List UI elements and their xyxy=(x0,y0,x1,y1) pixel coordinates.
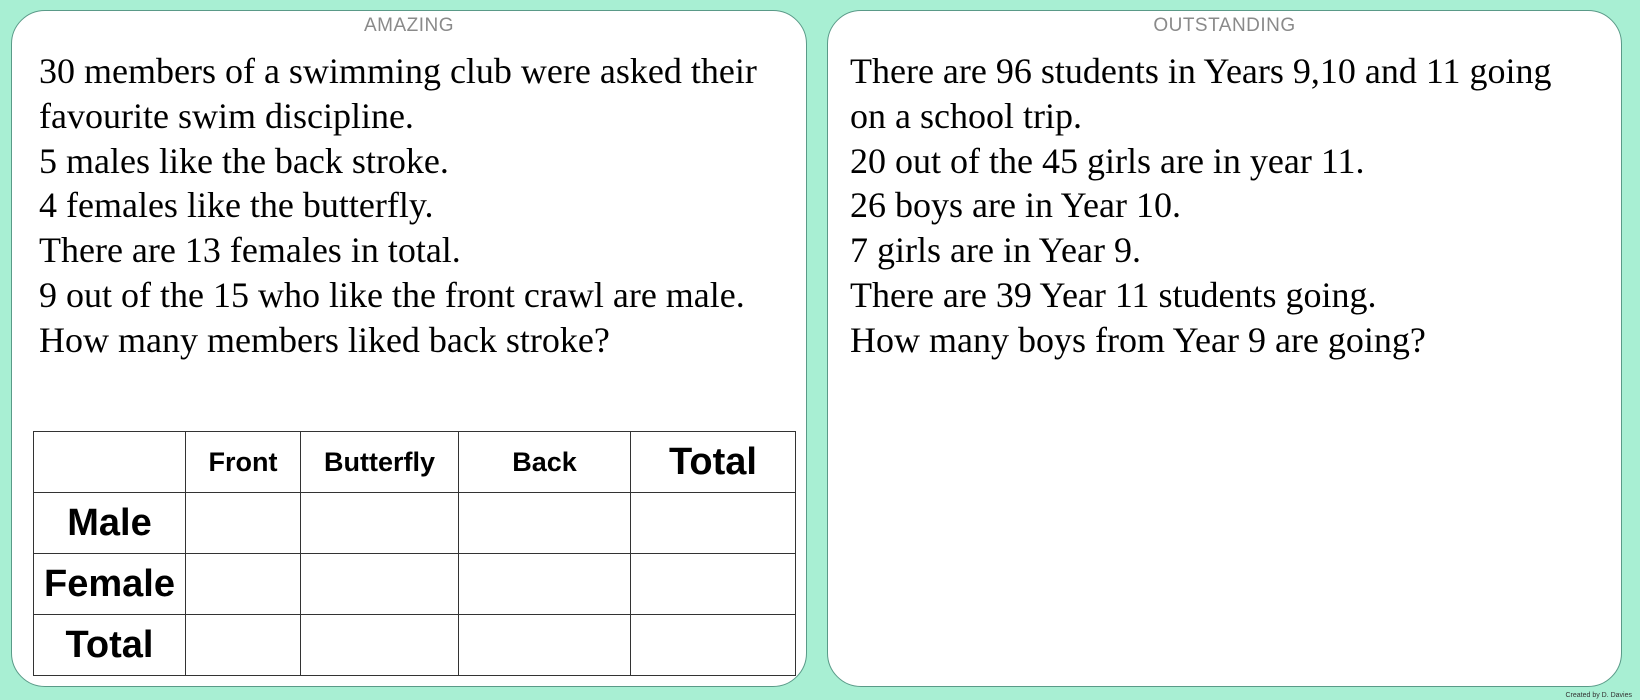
row-label-total: Total xyxy=(34,615,186,676)
table-cell xyxy=(301,554,459,615)
two-way-table xyxy=(33,431,796,676)
table-corner-cell xyxy=(34,432,186,493)
column-header-front: Front xyxy=(186,432,301,493)
question-line: How many boys from Year 9 are going? xyxy=(850,319,1426,360)
row-label-female: Female xyxy=(34,554,186,615)
question-line: 30 members of a swimming club were asked their xyxy=(39,51,757,91)
question-line: 20 out of the 45 girls are in year 11. xyxy=(850,140,1365,181)
column-header-butterfly: Butterfly xyxy=(301,432,459,493)
author-credit: Created by D. Davies xyxy=(1565,692,1632,699)
table-row xyxy=(34,615,796,676)
card-title: OUTSTANDING xyxy=(1153,15,1296,36)
table-cell xyxy=(631,493,796,554)
row-label-male: Male xyxy=(34,493,186,554)
table-cell xyxy=(631,615,796,676)
card-title: AMAZING xyxy=(363,15,455,36)
question-line: 26 boys are in Year 10. xyxy=(850,185,1181,226)
column-header-back: Back xyxy=(459,432,631,493)
table-cell xyxy=(186,493,301,554)
question-line: There are 13 females in total. xyxy=(39,230,461,271)
question-line: 5 males like the back stroke. xyxy=(39,140,449,181)
table-header-row xyxy=(34,432,796,493)
table-cell xyxy=(459,493,631,554)
question-line: on a school trip. xyxy=(850,95,1082,136)
question-line: favourite swim discipline. xyxy=(39,95,414,136)
table-cell xyxy=(301,615,459,676)
question-line: 7 girls are in Year 9. xyxy=(850,230,1141,271)
question-line: How many members liked back stroke? xyxy=(39,319,610,360)
question-line: There are 96 students in Years 9,10 and 11 going xyxy=(850,51,1552,91)
outstanding-card xyxy=(827,10,1622,687)
table-cell xyxy=(301,493,459,554)
column-header-total: Total xyxy=(631,432,796,493)
table-cell xyxy=(459,615,631,676)
question-text xyxy=(850,49,1610,363)
table-row xyxy=(34,493,796,554)
table-cell xyxy=(186,615,301,676)
question-line: 4 females like the butterfly. xyxy=(39,185,434,226)
table-row xyxy=(34,554,796,615)
table-cell xyxy=(459,554,631,615)
table-cell xyxy=(631,554,796,615)
question-text xyxy=(39,49,799,363)
question-line: 9 out of the 15 who like the front crawl are male. xyxy=(39,274,745,315)
question-line: There are 39 Year 11 students going. xyxy=(850,274,1377,315)
table-cell xyxy=(186,554,301,615)
amazing-card xyxy=(11,10,807,687)
